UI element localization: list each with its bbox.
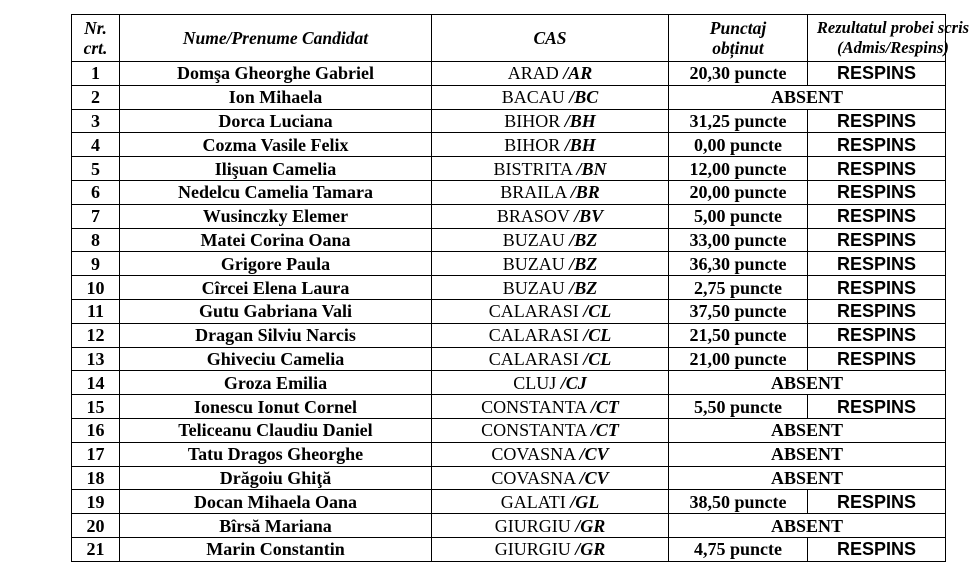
cas-county: BACAU bbox=[501, 87, 565, 108]
cas-code: /BZ bbox=[569, 253, 598, 274]
result-status: RESPINS bbox=[808, 252, 946, 276]
row-number: 15 bbox=[72, 395, 120, 419]
result-status: RESPINS bbox=[808, 228, 946, 252]
row-number: 6 bbox=[72, 180, 120, 204]
cas-cell bbox=[432, 537, 669, 561]
score-value: 4,75 puncte bbox=[669, 537, 808, 561]
cas-county: BUZAU bbox=[502, 229, 565, 250]
cas-cell bbox=[432, 276, 669, 300]
score-value: 5,00 puncte bbox=[669, 204, 808, 228]
score-value: 21,50 puncte bbox=[669, 323, 808, 347]
cas-county: BRASOV bbox=[496, 206, 570, 227]
cas-county: BIHOR bbox=[504, 110, 561, 131]
header-score-text: Punctaj obținut bbox=[709, 18, 767, 58]
score-value: 2,75 puncte bbox=[669, 276, 808, 300]
table-row bbox=[72, 157, 946, 181]
header-result-text: Rezultatul probei scris (Admis/Respins) bbox=[816, 18, 970, 57]
cas-county: GIURGIU bbox=[494, 539, 571, 560]
score-value: 12,00 puncte bbox=[669, 157, 808, 181]
table-row bbox=[72, 228, 946, 252]
candidate-name: Nedelcu Camelia Tamara bbox=[120, 180, 432, 204]
cas-cell bbox=[432, 395, 669, 419]
header-nr bbox=[72, 15, 120, 62]
candidate-name: Ion Mihaela bbox=[120, 85, 432, 109]
score-value: 37,50 puncte bbox=[669, 299, 808, 323]
score-value: 31,25 puncte bbox=[669, 109, 808, 133]
result-status: RESPINS bbox=[808, 180, 946, 204]
cas-code: /BR bbox=[570, 182, 600, 203]
cas-county: COVASNA bbox=[491, 444, 576, 465]
row-number: 9 bbox=[72, 252, 120, 276]
candidate-name: Ionescu Ionut Cornel bbox=[120, 395, 432, 419]
result-status: RESPINS bbox=[808, 347, 946, 371]
cas-county: CONSTANTA bbox=[481, 420, 587, 441]
table-header bbox=[72, 15, 970, 62]
row-number: 20 bbox=[72, 514, 120, 538]
cas-code: /BH bbox=[564, 110, 596, 131]
row-number: 4 bbox=[72, 133, 120, 157]
cas-cell bbox=[432, 62, 669, 86]
candidate-name: Groza Emilia bbox=[120, 371, 432, 395]
candidate-name: Grigore Paula bbox=[120, 252, 432, 276]
table-row bbox=[72, 62, 946, 86]
cas-cell bbox=[432, 133, 669, 157]
cas-code: /CT bbox=[590, 420, 619, 441]
row-number: 10 bbox=[72, 276, 120, 300]
cas-code: /CV bbox=[579, 467, 609, 488]
result-status: RESPINS bbox=[808, 204, 946, 228]
row-number: 11 bbox=[72, 299, 120, 323]
result-status: ABSENT bbox=[669, 514, 946, 538]
row-number: 17 bbox=[72, 442, 120, 466]
row-number: 14 bbox=[72, 371, 120, 395]
table-row bbox=[72, 347, 946, 371]
header-name: Nume/Prenume Candidat bbox=[120, 15, 432, 62]
cas-county: CONSTANTA bbox=[481, 396, 587, 417]
table-row bbox=[72, 252, 946, 276]
table-row bbox=[72, 466, 946, 490]
result-status: ABSENT bbox=[669, 85, 946, 109]
cas-county: BISTRITA bbox=[493, 158, 573, 179]
cas-code: /BZ bbox=[569, 277, 598, 298]
result-status: RESPINS bbox=[808, 299, 946, 323]
cas-county: GIURGIU bbox=[494, 515, 571, 536]
table-row bbox=[72, 418, 946, 442]
table-row bbox=[72, 109, 946, 133]
header-result bbox=[808, 15, 970, 62]
cas-cell bbox=[432, 418, 669, 442]
cas-cell bbox=[432, 347, 669, 371]
cas-cell bbox=[432, 299, 669, 323]
row-number: 16 bbox=[72, 418, 120, 442]
cas-code: /CJ bbox=[560, 372, 587, 393]
candidate-name: Ghiveciu Camelia bbox=[120, 347, 432, 371]
result-status: RESPINS bbox=[808, 109, 946, 133]
cas-county: COVASNA bbox=[491, 467, 576, 488]
cas-cell bbox=[432, 442, 669, 466]
result-status: RESPINS bbox=[808, 323, 946, 347]
row-number: 3 bbox=[72, 109, 120, 133]
result-status: ABSENT bbox=[669, 371, 946, 395]
cas-county: BIHOR bbox=[504, 134, 561, 155]
results-table bbox=[71, 14, 970, 562]
cas-county: CALARASI bbox=[488, 348, 579, 369]
header-cas: CAS bbox=[432, 15, 669, 62]
row-number: 21 bbox=[72, 537, 120, 561]
result-status: RESPINS bbox=[808, 62, 946, 86]
cas-cell bbox=[432, 323, 669, 347]
score-value: 36,30 puncte bbox=[669, 252, 808, 276]
candidate-name: Dragan Silviu Narcis bbox=[120, 323, 432, 347]
cas-county: CALARASI bbox=[488, 301, 579, 322]
score-value: 21,00 puncte bbox=[669, 347, 808, 371]
score-value: 5,50 puncte bbox=[669, 395, 808, 419]
cas-code: /CL bbox=[583, 325, 612, 346]
candidate-name: Dorca Luciana bbox=[120, 109, 432, 133]
score-value: 20,30 puncte bbox=[669, 62, 808, 86]
result-status: RESPINS bbox=[808, 276, 946, 300]
table-row bbox=[72, 180, 946, 204]
result-status: RESPINS bbox=[808, 157, 946, 181]
result-status: ABSENT bbox=[669, 466, 946, 490]
cas-code: /AR bbox=[563, 63, 593, 84]
row-number: 7 bbox=[72, 204, 120, 228]
cas-cell bbox=[432, 228, 669, 252]
row-number: 13 bbox=[72, 347, 120, 371]
candidate-name: Ilişuan Camelia bbox=[120, 157, 432, 181]
cas-county: BUZAU bbox=[502, 253, 565, 274]
result-status: RESPINS bbox=[808, 537, 946, 561]
cas-cell bbox=[432, 252, 669, 276]
table-body bbox=[72, 62, 946, 562]
candidate-name: Drăgoiu Ghiţă bbox=[120, 466, 432, 490]
cas-code: /BH bbox=[564, 134, 596, 155]
score-value: 0,00 puncte bbox=[669, 133, 808, 157]
candidate-name: Teliceanu Claudiu Daniel bbox=[120, 418, 432, 442]
cas-code: /BN bbox=[576, 158, 607, 179]
cas-code: /BC bbox=[569, 87, 599, 108]
cas-cell bbox=[432, 204, 669, 228]
cas-cell bbox=[432, 490, 669, 514]
candidate-name: Docan Mihaela Oana bbox=[120, 490, 432, 514]
candidate-name: Bîrsă Mariana bbox=[120, 514, 432, 538]
table-row bbox=[72, 276, 946, 300]
table-row bbox=[72, 323, 946, 347]
cas-cell bbox=[432, 85, 669, 109]
table-row bbox=[72, 204, 946, 228]
cas-cell bbox=[432, 180, 669, 204]
header-score bbox=[669, 15, 808, 62]
cas-county: ARAD bbox=[507, 63, 559, 84]
row-number: 18 bbox=[72, 466, 120, 490]
row-number: 5 bbox=[72, 157, 120, 181]
cas-cell bbox=[432, 109, 669, 133]
cas-cell bbox=[432, 157, 669, 181]
cas-code: /BV bbox=[574, 206, 604, 227]
table-row bbox=[72, 537, 946, 561]
cas-code: /CL bbox=[583, 301, 612, 322]
score-value: 38,50 puncte bbox=[669, 490, 808, 514]
cas-county: BUZAU bbox=[502, 277, 565, 298]
cas-code: /CV bbox=[579, 444, 609, 465]
candidate-name: Tatu Dragos Gheorghe bbox=[120, 442, 432, 466]
cas-cell bbox=[432, 514, 669, 538]
result-status: RESPINS bbox=[808, 133, 946, 157]
table-row bbox=[72, 133, 946, 157]
candidate-name: Domşa Gheorghe Gabriel bbox=[120, 62, 432, 86]
result-status: ABSENT bbox=[669, 418, 946, 442]
result-status: RESPINS bbox=[808, 395, 946, 419]
row-number: 2 bbox=[72, 85, 120, 109]
score-value: 20,00 puncte bbox=[669, 180, 808, 204]
table-row bbox=[72, 299, 946, 323]
result-status: ABSENT bbox=[669, 442, 946, 466]
candidate-name: Matei Corina Oana bbox=[120, 228, 432, 252]
candidate-name: Wusinczky Elemer bbox=[120, 204, 432, 228]
cas-cell bbox=[432, 466, 669, 490]
cas-code: /CT bbox=[590, 396, 619, 417]
cas-code: /GR bbox=[575, 539, 606, 560]
table-row bbox=[72, 85, 946, 109]
result-status: RESPINS bbox=[808, 490, 946, 514]
table-row bbox=[72, 514, 946, 538]
header-nr-text: Nr. crt. bbox=[83, 18, 108, 58]
candidate-name: Marin Constantin bbox=[120, 537, 432, 561]
table-row bbox=[72, 395, 946, 419]
row-number: 8 bbox=[72, 228, 120, 252]
cas-code: /GL bbox=[570, 491, 600, 512]
cas-cell bbox=[432, 371, 669, 395]
cas-county: GALATI bbox=[500, 491, 566, 512]
cas-county: CLUJ bbox=[513, 372, 557, 393]
cas-county: CALARASI bbox=[488, 325, 579, 346]
cas-code: /BZ bbox=[569, 229, 598, 250]
cas-code: /GR bbox=[575, 515, 606, 536]
table-row bbox=[72, 442, 946, 466]
candidate-name: Cozma Vasile Felix bbox=[120, 133, 432, 157]
cas-code: /CL bbox=[583, 348, 612, 369]
header-row bbox=[72, 15, 946, 62]
cas-county: BRAILA bbox=[500, 182, 567, 203]
score-value: 33,00 puncte bbox=[669, 228, 808, 252]
row-number: 12 bbox=[72, 323, 120, 347]
table-row bbox=[72, 490, 946, 514]
row-number: 19 bbox=[72, 490, 120, 514]
row-number: 1 bbox=[72, 62, 120, 86]
table-row bbox=[72, 371, 946, 395]
candidate-name: Gutu Gabriana Vali bbox=[120, 299, 432, 323]
candidate-name: Cîrcei Elena Laura bbox=[120, 276, 432, 300]
